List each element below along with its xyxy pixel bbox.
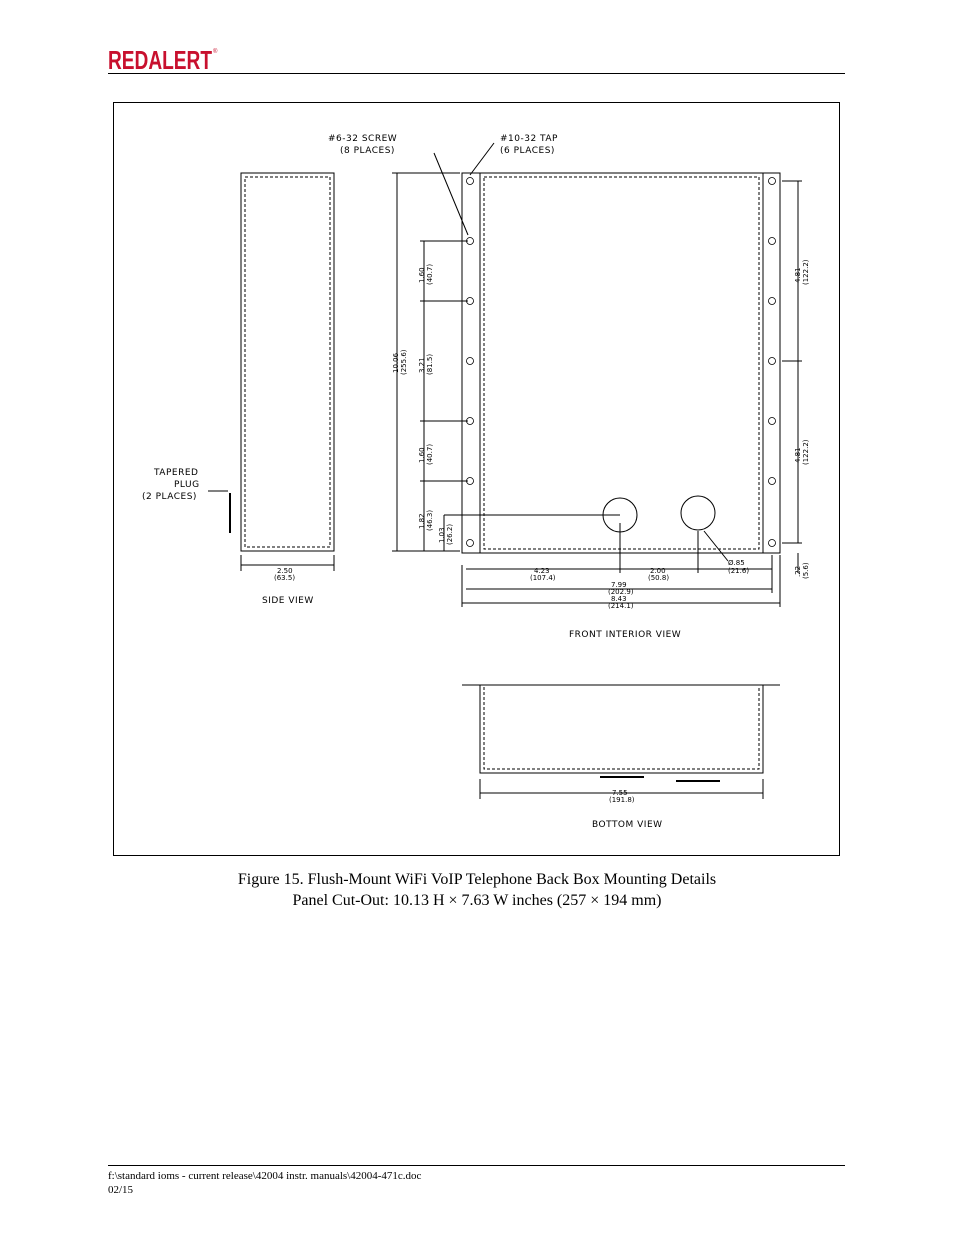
front-view-flange <box>462 173 780 553</box>
svg-text:(107.4): (107.4) <box>530 574 556 582</box>
svg-text:(40.7): (40.7) <box>426 443 434 465</box>
svg-text:3.21: 3.21 <box>418 357 426 373</box>
svg-text:4.23: 4.23 <box>534 567 550 575</box>
bottom-view-outline <box>462 685 780 773</box>
svg-text:(122.2): (122.2) <box>802 259 810 285</box>
side-view-title: SIDE VIEW <box>262 596 314 606</box>
svg-text:Ø.85: Ø.85 <box>728 559 745 567</box>
svg-text:1.60: 1.60 <box>418 267 426 283</box>
bottom-view-title: BOTTOM VIEW <box>592 820 663 830</box>
mounting-diagram <box>113 102 840 856</box>
figure-subcaption: Panel Cut-Out: 10.13 H × 7.63 W inches (257 × 194 mm) <box>292 892 662 909</box>
tap-label: #10-32 TAP <box>500 134 558 144</box>
front-view-box <box>480 173 763 553</box>
svg-text:4.81: 4.81 <box>794 267 802 283</box>
svg-text:1.60: 1.60 <box>418 447 426 463</box>
footer-date: 02/15 <box>108 1184 134 1196</box>
svg-text:(214.1): (214.1) <box>608 602 634 610</box>
svg-text:(21.6): (21.6) <box>728 567 750 575</box>
svg-text:(50.8): (50.8) <box>648 574 670 582</box>
mounting-holes <box>467 178 776 547</box>
side-view-inner <box>245 177 330 547</box>
svg-text:4.81: 4.81 <box>794 447 802 463</box>
svg-text:8.43: 8.43 <box>611 595 627 603</box>
knockout-right <box>681 496 715 530</box>
svg-text:®: ® <box>213 49 218 55</box>
svg-text:(122.2): (122.2) <box>802 439 810 465</box>
svg-text:PLUG: PLUG <box>174 480 200 490</box>
svg-text:(5.6): (5.6) <box>802 562 810 579</box>
footer-file-path: f:\standard ioms - current release\42004 instr. manuals\42004-471c.doc <box>108 1170 422 1182</box>
svg-text:(8 PLACES): (8 PLACES) <box>340 146 395 156</box>
svg-text:(40.7): (40.7) <box>426 263 434 285</box>
svg-text:(63.5): (63.5) <box>274 574 296 582</box>
logo-text: REDALERT <box>108 45 213 72</box>
svg-text:(81.5): (81.5) <box>426 353 434 375</box>
svg-text:7.55: 7.55 <box>612 789 628 797</box>
svg-text:(26.2): (26.2) <box>446 523 454 545</box>
svg-text:10.06: 10.06 <box>392 352 400 373</box>
footer-rule <box>108 1165 845 1166</box>
brand-logo <box>108 44 220 72</box>
front-view-title: FRONT INTERIOR VIEW <box>569 630 682 640</box>
header-rule <box>108 73 845 74</box>
svg-text:(2 PLACES): (2 PLACES) <box>142 492 197 502</box>
svg-text:(6 PLACES): (6 PLACES) <box>500 146 555 156</box>
side-view-outline <box>241 173 334 551</box>
svg-text:(191.8): (191.8) <box>609 796 635 804</box>
svg-text:.22: .22 <box>794 565 802 577</box>
svg-text:2.50: 2.50 <box>277 567 293 575</box>
screw-label: #6-32 SCREW <box>328 134 398 144</box>
svg-text:1.82: 1.82 <box>418 513 426 529</box>
svg-text:1.03: 1.03 <box>438 527 446 543</box>
svg-text:7.99: 7.99 <box>611 581 627 589</box>
svg-text:(202.9): (202.9) <box>608 588 634 596</box>
svg-text:(255.6): (255.6) <box>400 349 408 375</box>
svg-text:(46.3): (46.3) <box>426 509 434 531</box>
tapered-label: TAPERED <box>154 468 199 478</box>
figure-caption: Figure 15. Flush-Mount WiFi VoIP Telephone Back Box Mounting Details <box>237 871 717 888</box>
svg-text:2.00: 2.00 <box>650 567 666 575</box>
